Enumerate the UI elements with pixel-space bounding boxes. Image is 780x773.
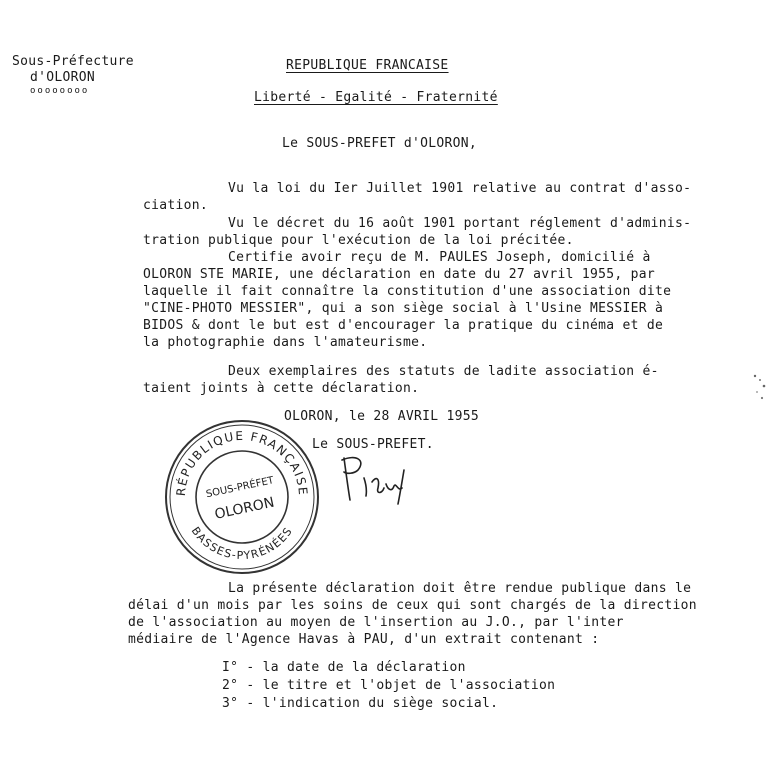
p1-line-2: ciation. [143, 198, 209, 213]
office-line-2: d'OLORON [30, 70, 96, 85]
office-dots: oooooooo [30, 86, 90, 96]
footer-line-3: de l'association au moyen de l'insertion au J.O., par l'inter [128, 615, 624, 630]
footer-line-2: délai d'un mois par les soins de ceux qui sont chargés de la direction [128, 598, 697, 613]
p3-line-3: laquelle il fait connaître la constitution d'une association dite [143, 284, 672, 299]
stamp-bottom-text: BASSES-PYRÉNÉES [188, 524, 296, 563]
footer-item-2: 2° - le titre et l'objet de l'association [222, 678, 556, 693]
footer-item-3: 3° - l'indication du siège social. [222, 696, 499, 711]
p3-line-5: BIDOS & dont le but est d'encourager la pratique du cinéma et de [143, 318, 664, 333]
p3-line-4: "CINE-PHOTO MESSIER", qui a son siège social à l'Usine MESSIER à [143, 301, 664, 316]
p4-line-2: taient joints à cette déclaration. [143, 381, 420, 396]
p3-line-2: OLORON STE MARIE, une déclaration en date du 27 avril 1955, par [143, 267, 655, 282]
ink-specks [750, 370, 770, 410]
p2-line-1: Vu le décret du 16 août 1901 portant réglement d'adminis- [228, 216, 692, 231]
official-stamp [163, 418, 321, 576]
stamp-top-text: RÉPUBLIQUE FRANÇAISE [173, 428, 311, 497]
stamp-center-line-1: SOUS-PRÉFET [205, 475, 275, 501]
p3-line-6: la photographie dans l'amateurisme. [143, 335, 428, 350]
motto: Liberté - Egalité - Fraternité [254, 90, 498, 105]
p2-line-2: tration publique pour l'exécution de la loi précitée. [143, 233, 574, 248]
p1-line-1: Vu la loi du Ier Juillet 1901 relative au contrat d'asso- [228, 181, 692, 196]
handwritten-signature [336, 448, 426, 508]
office-line-1: Sous-Préfecture [12, 54, 134, 69]
footer-line-4: médiaire de l'Agence Havas à PAU, d'un extrait contenant : [128, 632, 600, 647]
stamp-center-line-2: OLORON [213, 494, 276, 523]
footer-item-1: I° - la date de la déclaration [222, 660, 466, 675]
footer-line-1: La présente déclaration doit être rendue publique dans le [228, 581, 692, 596]
place-date: OLORON, le 28 AVRIL 1955 [284, 409, 480, 424]
official-title: Le SOUS-PREFET d'OLORON, [282, 136, 478, 151]
p4-line-1: Deux exemplaires des statuts de ladite association é- [228, 364, 659, 379]
signatory-title: Le SOUS-PREFET. [312, 437, 434, 452]
republic-heading: REPUBLIQUE FRANCAISE [286, 58, 449, 73]
p3-line-1: Certifie avoir reçu de M. PAULES Joseph, domicilié à [228, 250, 651, 265]
